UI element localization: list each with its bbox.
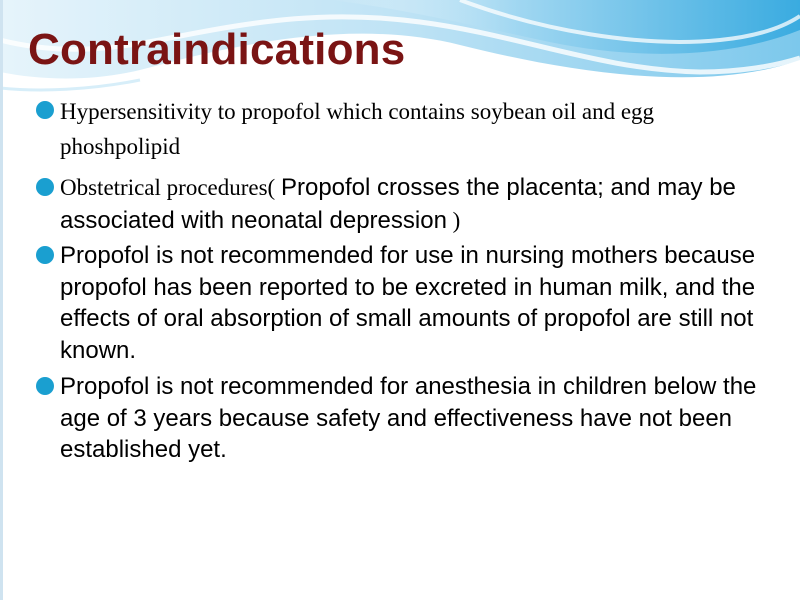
bullet-item xyxy=(34,171,764,237)
bullet-list xyxy=(34,94,764,466)
bullet-dot-icon xyxy=(36,246,54,264)
bullet-dot-icon xyxy=(36,377,54,395)
bullet-item xyxy=(34,371,764,466)
bullet-text: Propofol is not recommended for use in nursing mothers because propofol has been reported to be excreted in human milk, and the effects of oral absorption of small amounts of propofol are still not known. xyxy=(60,242,756,364)
bullet-prefix: Obstetrical procedures( xyxy=(60,175,281,200)
bullet-suffix: ) xyxy=(446,208,461,233)
bullet-text: Hypersensitivity to propofol which contains soybean oil and egg phoshpolipid xyxy=(60,99,655,159)
bullet-main-text: Propofol crosses the placenta; and may be associated with neonatal depression xyxy=(60,174,736,234)
bullet-text: Propofol is not recommended for anesthesia in children below the age of 3 years because safety and effectiveness have not been established yet. xyxy=(60,373,757,463)
bullet-dot-icon xyxy=(36,101,54,119)
bullet-item xyxy=(34,94,764,164)
slide-title: Contraindications xyxy=(28,25,406,74)
bullet-item xyxy=(34,240,764,366)
bullet-dot-icon xyxy=(36,178,54,196)
left-edge-line xyxy=(0,0,3,600)
